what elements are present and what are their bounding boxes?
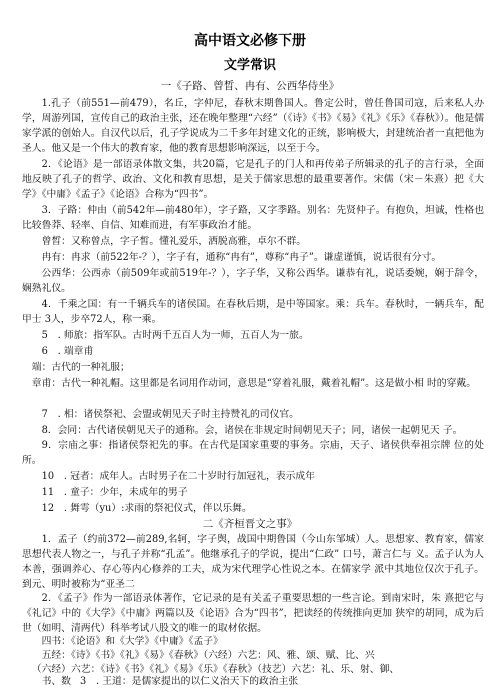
paragraph-gongxihua: 公西华：公西赤（前509年或前519年-？），字子华，又称公西华。谦恭有礼，说话委婉，娴于辞令，娴熟礼仪。: [22, 268, 484, 294]
paragraph-sishu: 四书：《论语》和《大学》《中庸》《孟子》: [41, 636, 223, 647]
paragraph-zengxi: 曾晳：又称曾点，字子皙。懂礼爱乐，洒脱高雅，卓尔不群。: [41, 236, 307, 247]
paragraph-duanzhangfu: 6 . 端章甫: [41, 346, 94, 357]
paragraph-wuyu: 12 . 舞雩（yu）:求雨的祭祀仪式，伴以乐舞。: [41, 503, 252, 514]
paragraph-duan: 端：古代的一种礼服；: [31, 362, 130, 373]
paragraph-mencius: 1．孟子（约前372—前289,名轲，字子舆，战国中期鲁国（今山东邹城）人。思想家、教育家，儒家思想代表人物之一，与孔子并称“孔孟”。他继承孔子的学说，提出“仁政” 口号，萧言仁与 义。孟子认为人本善，强调养心、存心等内心修养的工夫，成为宋代理学心性说之本。在儒家学 派中其地位仅次于孔子。到元、明时被称为“亚圣二: [22, 534, 484, 590]
paragraph-shilv: 5 . 师旅：指军队。古时两千五百人为一师，五百人为一旅。: [41, 330, 309, 341]
paragraph-confucius: 1.孔子（前551—前479），名丘，字仲尼，春秋末期鲁国人。鲁定公时，曾任鲁国司寇，后来私人办学，周游列国，宣传自己的政治主张，还在晚年整理“六经”（《诗》《书》《易》《礼》《乐》《春秋》）。他是儒家学派的创始人。自汉代以后，孔子学说成为二千多年封建文化的正统，影响极大，封建统治者一直把他为圣人。他又是一个伟大的教育家，他的教育思想影响深远，以至于今。: [22, 98, 484, 154]
paragraph-tongzi: 11 . 童子：少年，未成年的男子: [41, 487, 188, 498]
paragraph-analects: 2．《论语》是一部语录体散文集，共20篇，它是孔子的门人和再传弟子所辑录的孔子的言行录，全面地反映了孔子的哲学、政治、文化和教育思想，是关于儒家思想的最重要著作。宋儒（宋－朱熹）把《大学》《中庸》《孟子》《论语》合称为“四书”。: [22, 159, 484, 200]
paragraph-qiansheng: 4．千乘之国：有一千辆兵车的诸侯国。在春秋后期，是中等国家。乘：兵车。春秋时，一辆兵车，配甲士 3人，步卒72人，称一乘。: [22, 299, 484, 325]
paragraph-wujing: 五经：《诗》《书》《礼》《易》《春秋》（六经）六艺：风、雅、颂、赋、比、兴: [41, 650, 375, 661]
paragraph-shushu: 书、数: [41, 676, 71, 687]
paragraph-wangdao: 3 . 王道：是儒家提出的以仁义治天下的政治主张: [80, 676, 299, 687]
paragraph-guanzhe: 10 . 冠者：成年人。古时男子在二十岁时行加冠礼，表示成年: [41, 471, 316, 482]
paragraph-ranyou: 冉有：冉求（前522年-？），字子有，通称“冉有”，尊称“冉子”。谦虚谨慎，说话很有分寸。: [41, 252, 442, 263]
paragraph-zilu: 3．子路：仲由（前542年—前480年），字子路，又字季路。别名：先贤仲子。有抱负，坦诚，性格也比较鲁莽、轻率、自信、知难而进，有军事政治才能。: [22, 205, 484, 231]
paragraph-zhangfu: 章甫：古代一种礼帽。这里都是名词用作动词，意思是“穿着礼服，戴着礼帽”。这是做小相 时的穿戴。: [31, 378, 476, 389]
paragraph-mencius-book: 2．《孟子》作为一部语录体著作，它记录的是有关孟子重要思想的一些言论。到南宋时，朱 熹把它与《礼记》中的《大学》《中庸》两篇以及《论语》合为“四书”，把读经的传统推向更加 狭窄的胡同，成为后世（如明、清两代）科举考试八股文的唯一的取材依据。: [22, 593, 484, 634]
paragraph-liujing: （六经）六艺：《诗》《书》《礼》《易》《乐》《春秋》（技艺）六艺：礼、乐、射、御、: [31, 664, 400, 675]
paragraph-xiang: 7 . 相：诸侯祭祀、会盟或朝见天子时主持赞礼的司仪官。: [41, 409, 299, 420]
document-title: 高中语文必修下册: [194, 33, 306, 49]
section-heading-2: 二《齐桓晋文之事》: [202, 518, 298, 530]
paragraph-huitong: 8．会同：古代诸侯朝见天子的通称。会，诸侯在非规定时间朝见天子；同，诸侯一起朝见天 子。: [41, 425, 463, 436]
section-heading-1: 一《子路、曾晳、冉有、公西华侍坐》: [160, 80, 340, 92]
paragraph-zongmiao: 9．宗庙之事：指诸侯祭祀先的事。在古代是国家重要的事务。宗庙，天子、诸侯供奉祖宗牌 位的处所。: [22, 440, 484, 466]
document-subtitle: 文学常识: [223, 58, 276, 73]
